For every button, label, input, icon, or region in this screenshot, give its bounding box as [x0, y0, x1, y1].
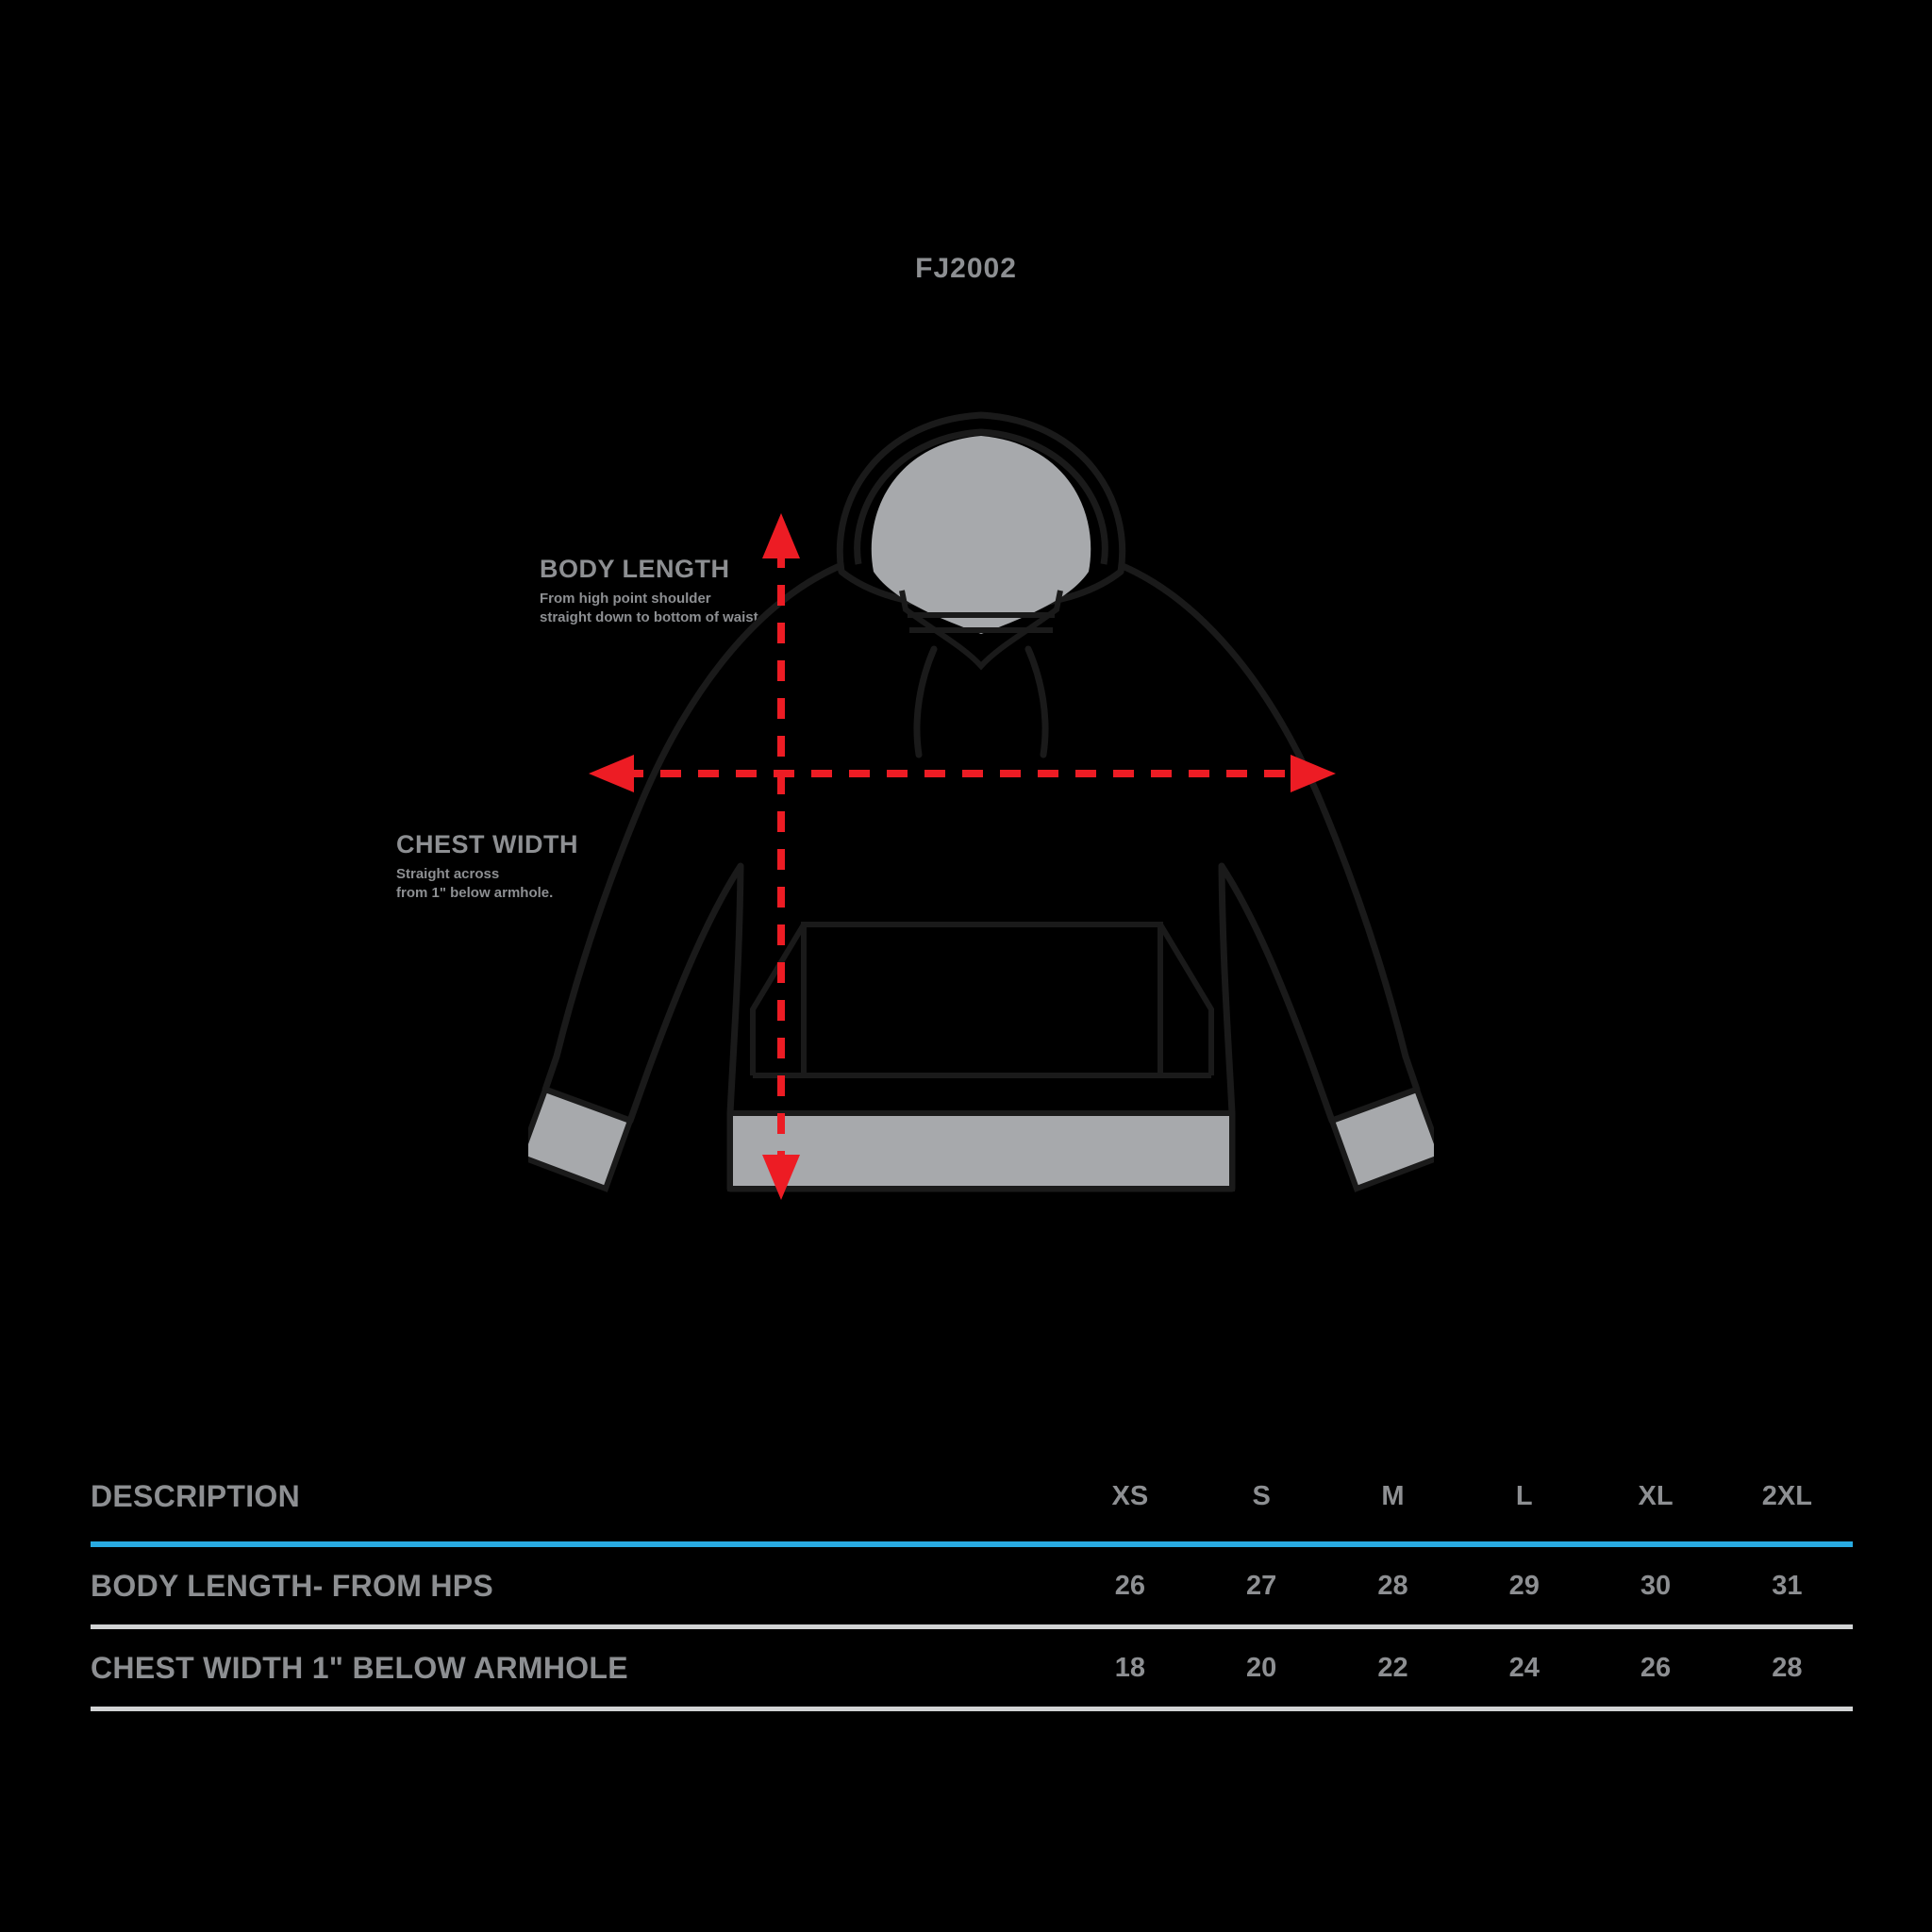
header-size-m: M [1381, 1480, 1405, 1511]
page-title: FJ2002 [915, 253, 1017, 284]
callout-chest-width-title: CHEST WIDTH [396, 830, 578, 858]
row-body-length-xs: 26 [1114, 1570, 1145, 1601]
callout-body-length-subtitle-line2: straight down to bottom of waist [540, 609, 758, 626]
callout-chest-width-subtitle-line2: from 1" below armhole. [396, 885, 554, 902]
header-size-xs: XS [1111, 1480, 1149, 1511]
row-body-length-label: BODY LENGTH- FROM HPS [91, 1568, 494, 1603]
header-size-xl: XL [1638, 1480, 1674, 1511]
measurement-table [91, 1460, 1853, 1711]
row-chest-width-label: CHEST WIDTH 1" BELOW ARMHOLE [91, 1650, 628, 1685]
hoodie-body-outline [545, 566, 1417, 1189]
row-chest-width-s: 20 [1246, 1652, 1277, 1683]
table-header-row [91, 1460, 1853, 1541]
row-body-length-m: 28 [1377, 1570, 1408, 1601]
row-chest-width-xs: 18 [1114, 1652, 1145, 1683]
header-size-2xl: 2XL [1761, 1480, 1812, 1511]
row-body-length-2xl: 31 [1772, 1570, 1803, 1601]
header-size-l: L [1515, 1480, 1533, 1511]
row-divider-2 [91, 1707, 1853, 1711]
table-row [91, 1547, 1853, 1624]
callout-chest-width-subtitle-line1: Straight across [396, 866, 500, 882]
hoodie-illustration [528, 396, 1434, 1292]
table-row [91, 1629, 1853, 1707]
header-size-s: S [1252, 1480, 1271, 1511]
row-body-length-xl: 30 [1640, 1570, 1672, 1601]
row-body-length-l: 29 [1508, 1570, 1540, 1601]
row-body-length-s: 27 [1246, 1570, 1277, 1601]
row-chest-width-l: 24 [1508, 1652, 1540, 1683]
waistband [730, 1113, 1232, 1189]
row-chest-width-m: 22 [1377, 1652, 1408, 1683]
header-description: DESCRIPTION [91, 1478, 300, 1513]
callout-body-length-title: BODY LENGTH [540, 555, 730, 583]
row-chest-width-2xl: 28 [1772, 1652, 1803, 1683]
row-chest-width-xl: 26 [1640, 1652, 1672, 1683]
callout-body-length-subtitle-line1: From high point shoulder [540, 591, 711, 607]
